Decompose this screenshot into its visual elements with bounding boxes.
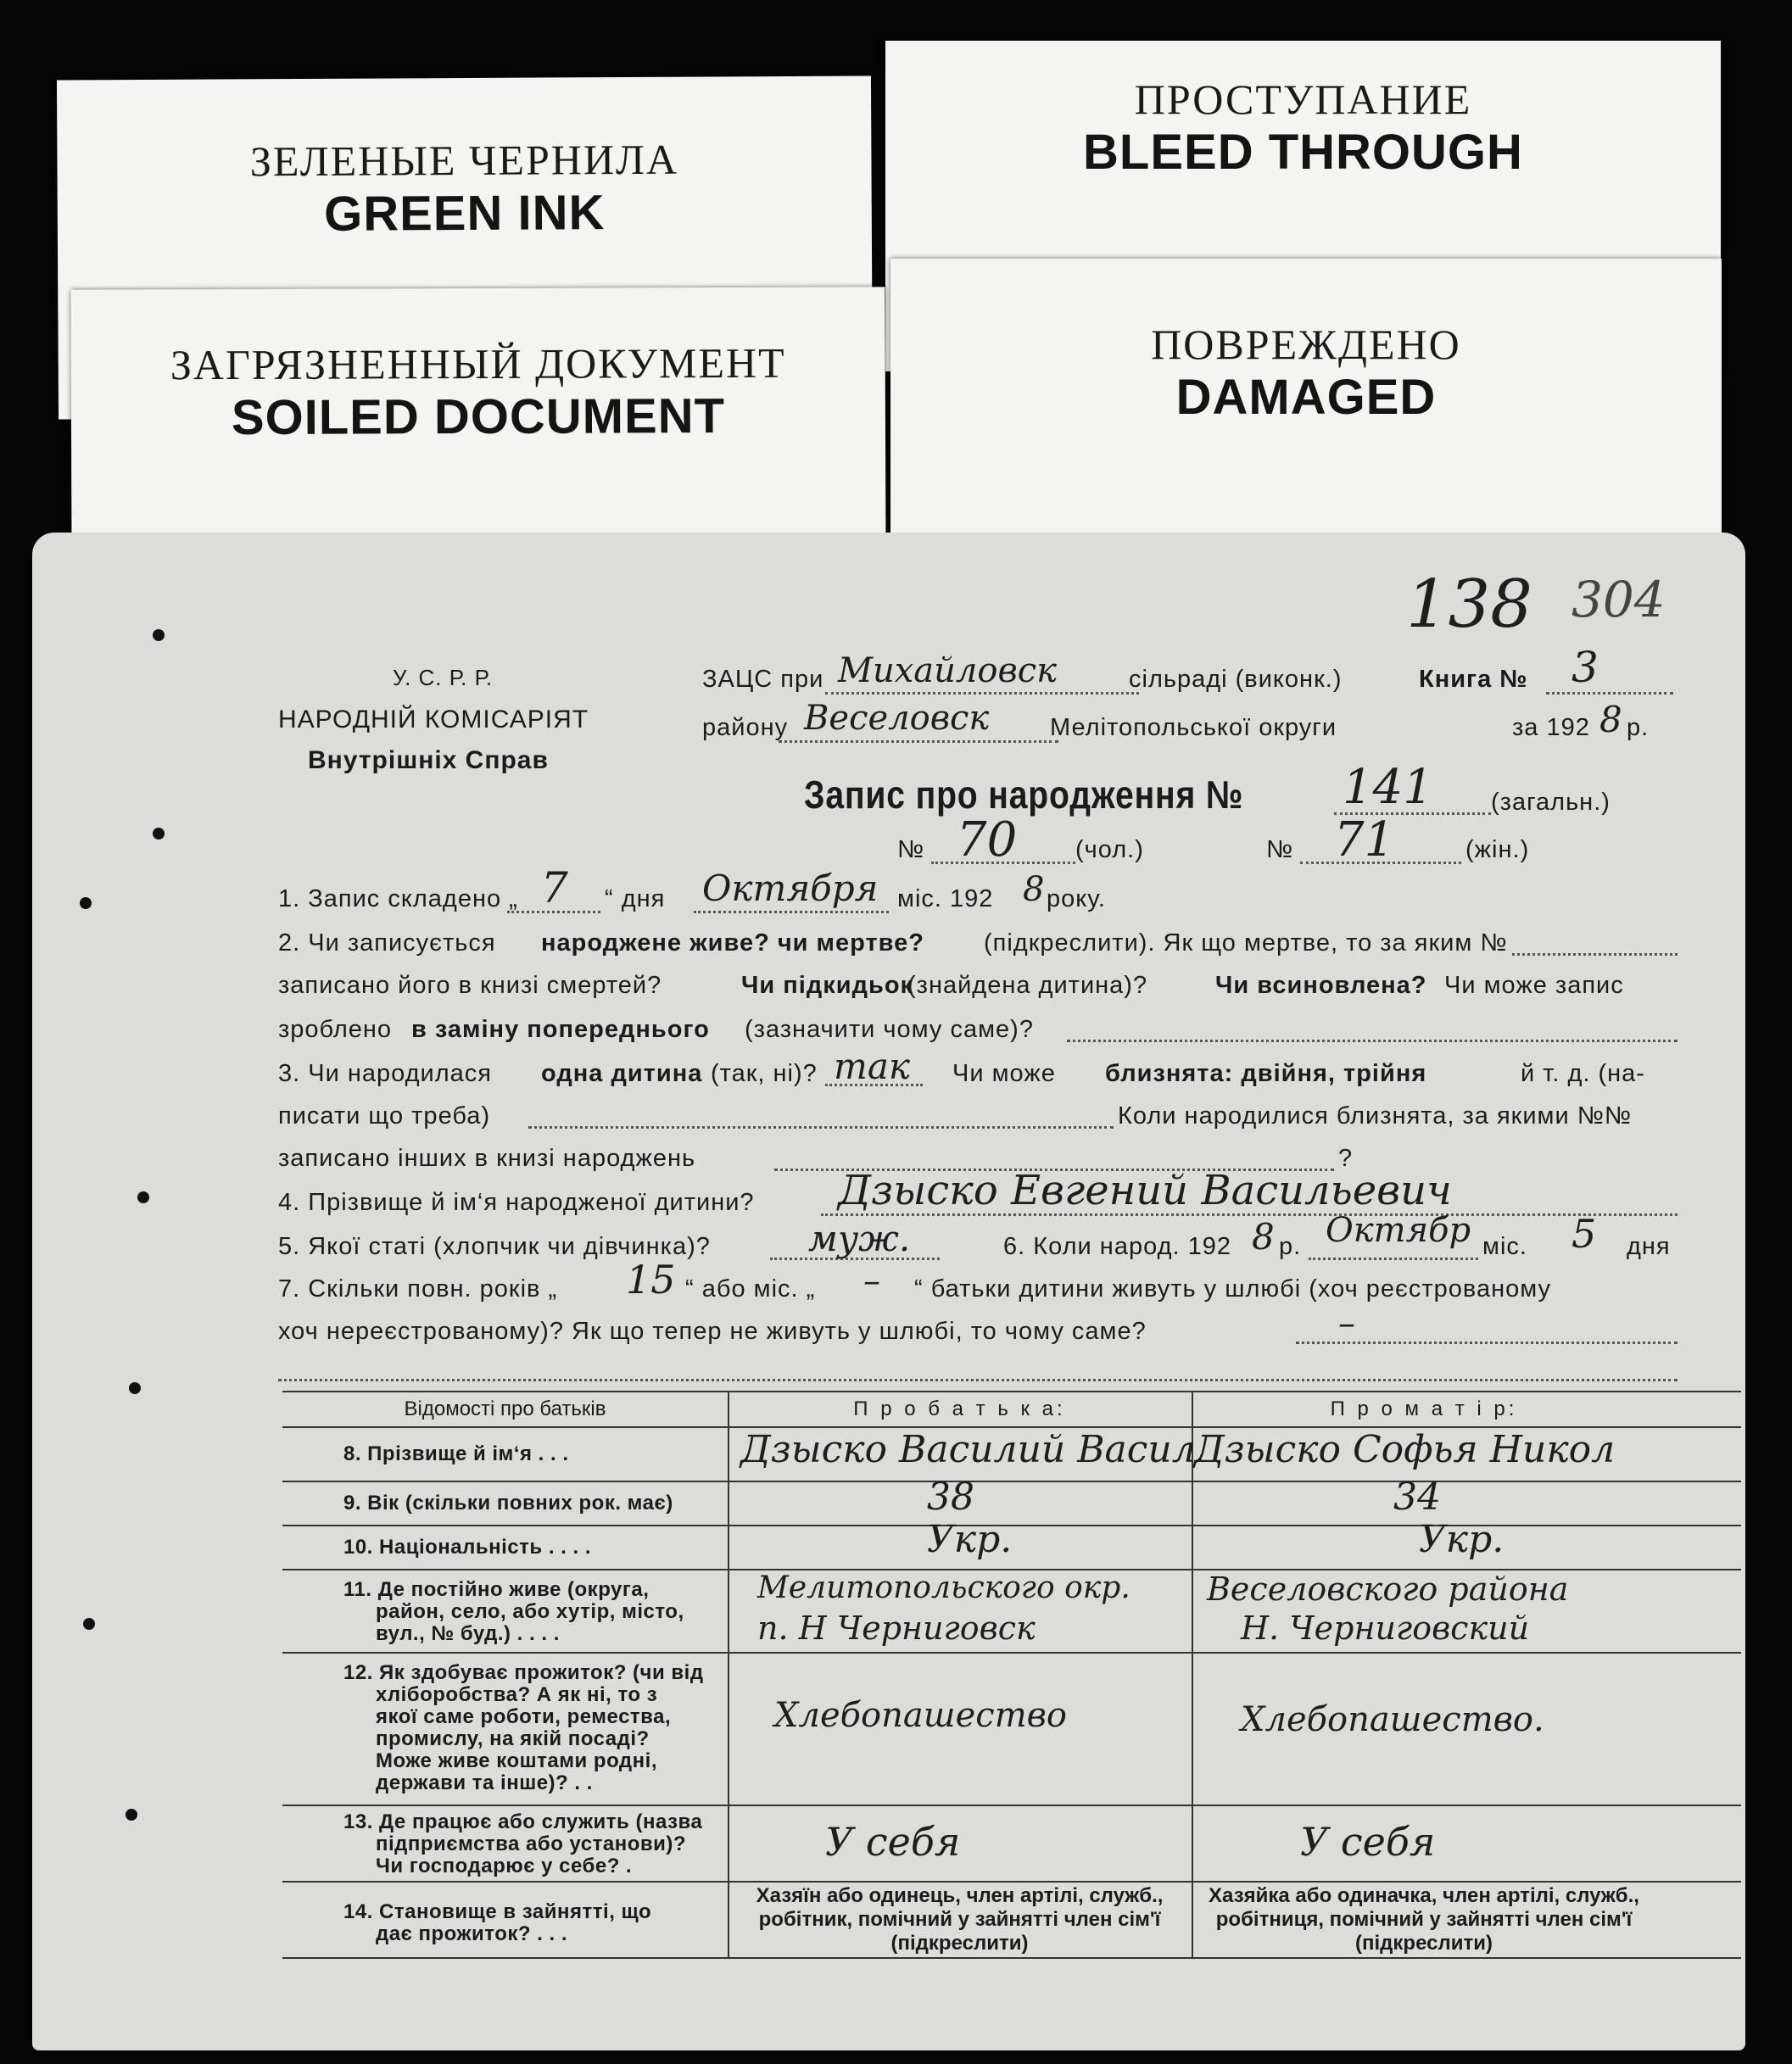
birth-day: 5: [1571, 1211, 1597, 1257]
male-label: (чол.): [1075, 836, 1144, 863]
q3-question-mark: ?: [1338, 1145, 1354, 1172]
q4-label: 4. Прізвище й ім‘я народженої дитини?: [278, 1189, 755, 1216]
mother-status-options-1: Хазяйка або одиначка, член артілі, служб.,: [1209, 1884, 1639, 1907]
q6-year-suffix: р.: [1279, 1233, 1302, 1260]
row-label-status-1: 14. Становище в зайнятті, що: [343, 1900, 652, 1923]
mother-status-note: (підкреслити): [1355, 1932, 1493, 1955]
row-label-work-1: 13. Де працює або служить (назва: [343, 1810, 703, 1833]
raion-line: [779, 740, 1058, 743]
q3-one-child: одна дитина: [541, 1060, 703, 1087]
father-status-options-1: Хазяїн або одинець, член артілі, служб.,: [756, 1884, 1164, 1907]
q2-made: зроблено: [278, 1016, 393, 1043]
birth-year: 8: [1252, 1216, 1275, 1258]
row-label-livelihood-1: 12. Як здобуває прожиток? (чи від: [343, 1661, 704, 1684]
punch-hole: [153, 629, 165, 641]
q7-line-2: [278, 1379, 1678, 1381]
header-father: П р о б а т ь к а:: [853, 1397, 1066, 1420]
card-label-ru: ЗЕЛЕНЫЕ ЧЕРНИЛА: [249, 135, 679, 186]
row-label-livelihood-6: держави та інше)? . .: [376, 1771, 593, 1794]
q3-etc: й т. д. (на-: [1521, 1060, 1645, 1087]
q1-label: 1. Запис складено „: [278, 885, 518, 912]
raion-handwritten: Веселовск: [804, 699, 990, 738]
general-label: (загальн.): [1491, 789, 1611, 816]
archive-number-old: 304: [1571, 571, 1666, 628]
q1-year-label: міс. 192: [897, 885, 994, 912]
label-card-soiled-document: [70, 287, 885, 569]
table-rule: [282, 1881, 1741, 1883]
q2-alive-dead: народжене живе? чи мертве?: [541, 929, 924, 957]
q1-day-suffix: “ дня: [605, 885, 666, 912]
table-divider: [728, 1391, 729, 1957]
record-number-handwritten: 141: [1343, 760, 1433, 815]
q3-may: Чи може: [952, 1060, 1056, 1087]
q2-foundling: Чи підкидьок: [741, 972, 914, 999]
q1-day: 7: [541, 863, 568, 912]
q6-month-line: [1309, 1258, 1478, 1260]
q2-replacement: в заміну попереднього: [411, 1016, 710, 1043]
row-label-status-2: дає прожиток? . . .: [376, 1922, 568, 1945]
punch-hole: [80, 897, 92, 909]
q7-months-label: “ або міс. „: [685, 1275, 816, 1303]
label-card-damaged: [890, 259, 1722, 564]
punch-hole: [83, 1618, 95, 1630]
q3-twins: близнята: двійня, трійня: [1105, 1060, 1427, 1087]
mother-livelihood: Хлебопашество.: [1241, 1700, 1544, 1739]
zats-handwritten: Михайловск: [838, 651, 1058, 690]
q1-year: 8: [1023, 870, 1045, 909]
row-label-residence-2: район, село, або хутір, місто,: [376, 1600, 684, 1623]
card-label-ru: ПОВРЕЖДЕНО: [1151, 321, 1461, 368]
q7-answer: –: [1338, 1304, 1355, 1343]
married-years: 15: [626, 1257, 676, 1303]
female-number-label: №: [1266, 836, 1294, 863]
q1-year-suffix: року.: [1047, 885, 1106, 912]
q2-label: 2. Чи записується: [278, 929, 496, 957]
father-status-note: (підкреслити): [890, 1932, 1029, 1955]
row-label-residence-1: 11. Де постійно живе (округа,: [343, 1578, 650, 1601]
card-label-en: DAMAGED: [1175, 370, 1437, 425]
table-rule: [282, 1805, 1741, 1806]
mother-residence-1: Веселовского района: [1207, 1570, 1569, 1608]
year-suffix: р.: [1627, 714, 1650, 741]
father-livelihood: Хлебопашество: [774, 1696, 1067, 1735]
table-rule: [282, 1391, 1741, 1392]
card-label-en: BLEED THROUGH: [1083, 125, 1523, 180]
q6-label: 6. Коли народ. 192: [1003, 1233, 1231, 1260]
father-name: Дзыско Василий Васил: [740, 1428, 1196, 1471]
mother-nationality: Укр.: [1419, 1518, 1504, 1561]
female-number-handwritten: 71: [1334, 812, 1395, 867]
q3-twins-when: Коли народилися близнята, за якими №№: [1118, 1102, 1632, 1130]
row-label-livelihood-5: Може живе коштами родні,: [376, 1749, 657, 1772]
q7-married-label: “ батьки дитини живуть у шлюбі (хоч реєстрованому: [914, 1275, 1551, 1303]
zats-line: [825, 692, 1139, 695]
year-handwritten: 8: [1599, 699, 1622, 740]
q3-other-book: записано інших в книзі народжень: [278, 1145, 696, 1172]
mother-age: 34: [1393, 1475, 1441, 1519]
q1-month: Октября: [702, 867, 879, 909]
row-label-livelihood-3: якої саме роботи, ремества,: [376, 1705, 672, 1728]
usrr-heading: У. С. Р. Р.: [393, 665, 494, 690]
table-divider: [1192, 1391, 1193, 1957]
raion-label: району: [702, 714, 789, 741]
male-number-label: №: [897, 836, 925, 863]
q7-unregistered: хоч нереєстрованому)? Як що тепер не живуть у шлюбі, то чому саме?: [278, 1318, 1147, 1345]
internal-affairs-heading: Внутрішніх Справ: [308, 746, 549, 774]
female-label: (жін.): [1465, 836, 1530, 863]
father-work: У себя: [825, 1819, 961, 1865]
q2-record-may: Чи може запис: [1444, 972, 1624, 999]
mother-name: Дзыско Софья Никол: [1194, 1428, 1616, 1471]
book-label: Книга №: [1419, 666, 1528, 693]
record-title: Запис про народження №: [804, 773, 1244, 817]
married-months: –: [863, 1262, 880, 1301]
q3-write: писати що треба): [278, 1102, 491, 1130]
q1-month-line: [694, 911, 889, 913]
q5-label: 5. Якої статі (хлопчик чи дівчинка)?: [278, 1233, 711, 1260]
row-label-residence-3: вул., № буд.) . . . .: [376, 1622, 560, 1645]
q2-replacement-note: (зазначити чому саме)?: [745, 1016, 1034, 1043]
row-label-work-3: Чи господарює у себе? .: [376, 1855, 633, 1877]
q3-yes-no: (так, ні)?: [711, 1060, 818, 1087]
header-mother: П р о м а т і р:: [1330, 1397, 1518, 1420]
row-label-work-2: підприємства або установи)?: [376, 1832, 687, 1855]
row-label-livelihood-2: хліборобства? А як ні, то з: [376, 1683, 658, 1706]
mother-residence-2: Н. Черниговский: [1241, 1609, 1530, 1647]
child-name: Дзыско Евгений Васильевич: [838, 1167, 1452, 1214]
q3-write-line: [528, 1126, 1114, 1129]
birth-month: Октябр: [1326, 1211, 1471, 1250]
card-label-ru: ЗАГРЯЗНЕННЫЙ ДОКУМЕНТ: [170, 338, 786, 389]
archive-number: 138: [1406, 566, 1532, 643]
father-nationality: Укр.: [927, 1518, 1013, 1561]
card-label-en: SOILED DOCUMENT: [231, 388, 726, 446]
q2-replacement-line: [1067, 1040, 1678, 1042]
q6-day-label: дня: [1627, 1233, 1671, 1260]
q2-death-book: записано його в книзі смертей?: [278, 972, 662, 999]
zats-label: ЗАЦС при: [702, 666, 824, 693]
row-label-livelihood-4: промислу, на якій посаді?: [376, 1727, 650, 1750]
book-line: [1546, 692, 1673, 695]
table-rule: [282, 1481, 1741, 1482]
q2-line: [1512, 953, 1678, 956]
row-label-name: 8. Прізвище й ім‘я . . .: [343, 1442, 569, 1465]
row-label-age: 9. Вік (скільки повних рок. має): [343, 1492, 673, 1515]
q2-suffix: (підкреслити). Як що мертве, то за яким №: [984, 929, 1508, 957]
birth-record-document: [32, 533, 1745, 2050]
q2-foundling-note: (знайдена дитина)?: [907, 972, 1148, 999]
card-label-ru: ПРОСТУПАНИЕ: [1134, 75, 1472, 123]
row-label-nationality: 10. Національність . . . .: [343, 1536, 591, 1559]
table-rule: [282, 1957, 1741, 1959]
father-age: 38: [927, 1475, 974, 1519]
table-rule: [282, 1652, 1741, 1654]
q7-label: 7. Скільки повн. років „: [278, 1275, 558, 1303]
father-status-options-2: робітник, помічний у зайнятті член сім'ї: [758, 1908, 1161, 1931]
book-number: 3: [1571, 643, 1599, 692]
header-parents-info: Відомості про батьків: [404, 1397, 606, 1420]
q3-label: 3. Чи народилася: [278, 1060, 492, 1087]
male-number-handwritten: 70: [957, 812, 1018, 867]
father-residence-2: п. Н Черниговск: [757, 1609, 1036, 1647]
year-label: за 192: [1512, 714, 1590, 741]
card-label-en: GREEN INK: [323, 185, 606, 242]
q2-adopted: Чи всиновлена?: [1215, 972, 1427, 999]
mother-work: У себя: [1300, 1819, 1436, 1865]
q6-month-label: міс.: [1482, 1233, 1527, 1260]
punch-hole: [129, 1382, 141, 1394]
father-residence-1: Мелитопольского окр.: [757, 1570, 1130, 1605]
q3-answer: так: [834, 1046, 910, 1087]
commissariat-heading: НАРОДНІЙ КОМІСАРІЯТ: [278, 706, 589, 734]
punch-hole: [137, 1191, 149, 1203]
punch-hole: [153, 828, 165, 840]
mother-status-options-2: робітниця, помічний у зайнятті член сім'ї: [1215, 1908, 1633, 1931]
okruha-label: Мелітопольської округи: [1050, 714, 1337, 741]
child-sex: муж.: [808, 1218, 911, 1259]
punch-hole: [126, 1809, 137, 1821]
zats-suffix: сільраді (виконк.): [1129, 666, 1343, 693]
